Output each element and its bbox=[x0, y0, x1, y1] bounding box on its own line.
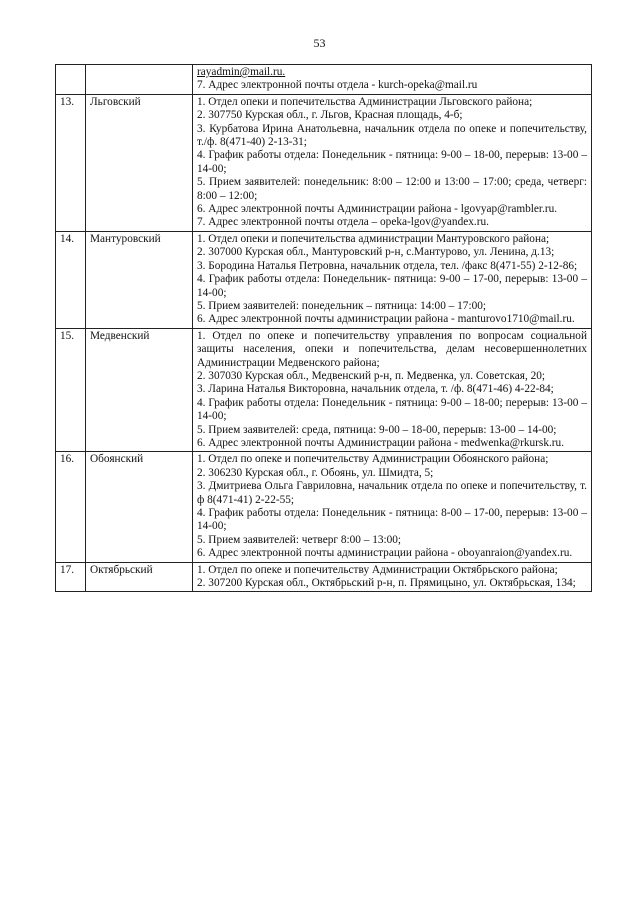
info-line: 5. Прием заявителей: понедельник – пятница: 14:00 – 17:00; bbox=[197, 299, 487, 312]
department-info bbox=[193, 562, 592, 592]
info-line: 1. Отдел опеки и попечительства администрации Мантуровского района; bbox=[197, 232, 550, 245]
department-info bbox=[193, 328, 592, 452]
info-line: 3. Бородина Наталья Петровна, начальник отдела, тел. /факс 8(471-55) 2-12-86; bbox=[197, 259, 578, 272]
info-line: 4. График работы отдела: Понедельник- пятница: 9-00 – 17-00, перерыв: 13-00 – 14-00; bbox=[197, 273, 587, 299]
row-number: 13. bbox=[56, 94, 86, 231]
table-row bbox=[56, 94, 592, 231]
info-line: 4. График работы отдела: Понедельник - пятница: 9-00 – 18-00; перерыв: 13-00 – 14-00; bbox=[197, 396, 587, 423]
info-line: 6. Адрес электронной почты Администрации района - lgovyap@rambler.ru. bbox=[197, 203, 558, 216]
department-info bbox=[193, 94, 592, 231]
info-line: 7. Адрес электронной почты отдела – opeka-lgov@yandex.ru. bbox=[197, 216, 489, 229]
table-row bbox=[56, 562, 592, 592]
table-row bbox=[56, 328, 592, 452]
table-row bbox=[56, 231, 592, 328]
row-number: 15. bbox=[56, 328, 86, 452]
district-name bbox=[86, 65, 193, 95]
department-info bbox=[193, 452, 592, 562]
district-name: Медвенский bbox=[86, 328, 193, 452]
district-name: Мантуровский bbox=[86, 231, 193, 328]
info-line: 1. Отдел по опеке и попечительству Администрации Октябрьского района; bbox=[197, 563, 558, 576]
info-line: 4. График работы отдела: Понедельник - пятница: 8-00 – 17-00, перерыв: 13-00 – 14-00; bbox=[197, 507, 587, 533]
info-line: 7. Адрес электронной почты отдела - kurch-opeka@mail.ru bbox=[197, 79, 478, 92]
table-row bbox=[56, 452, 592, 562]
info-line: 1. Отдел по опеке и попечительству управления по вопросам социальной защиты населения, опеки и попечительства, делам несовершеннолетних Администрации Медвенского района; bbox=[197, 329, 587, 369]
info-line: 6. Адрес электронной почты Администрации района - medwenka@rkursk.ru. bbox=[197, 436, 565, 449]
district-name: Октябрьский bbox=[86, 562, 193, 592]
info-line[interactable]: rayadmin@mail.ru. bbox=[197, 66, 286, 78]
row-number: 14. bbox=[56, 231, 86, 328]
info-line: 6. Адрес электронной почты администрации района - oboyanraion@yandex.ru. bbox=[197, 547, 573, 560]
info-line: 1. Отдел по опеке и попечительству Администрации Обоянского района; bbox=[197, 453, 549, 466]
info-line: 2. 307750 Курская обл., г. Льгов, Красная площадь, 4-б; bbox=[197, 109, 463, 122]
info-line: 3. Ларина Наталья Викторовна, начальник отдела, т. /ф. 8(471-46) 4-22-84; bbox=[197, 383, 554, 396]
guardianship-departments-table bbox=[55, 64, 592, 592]
row-number bbox=[56, 65, 86, 95]
info-line: 3. Курбатова Ирина Анатольевна, начальник отдела по опеке и попечительству, т./ф. 8(471-40) 2-13-31; bbox=[197, 122, 587, 149]
info-line: 5. Прием заявителей: понедельник: 8:00 – 12:00 и 13:00 – 17:00; среда, четверг: 8:00 – 12:00; bbox=[197, 176, 587, 202]
district-name: Льговский bbox=[86, 94, 193, 231]
department-info bbox=[193, 231, 592, 328]
info-line: 5. Прием заявителей: четверг 8:00 – 13:00; bbox=[197, 533, 402, 546]
district-name: Обоянский bbox=[86, 452, 193, 562]
row-number: 16. bbox=[56, 452, 86, 562]
info-line: 4. График работы отдела: Понедельник - пятница: 9-00 – 18-00, перерыв: 13-00 – 14-00; bbox=[197, 149, 587, 175]
info-line: 1. Отдел опеки и попечительства Администрации Льговского района; bbox=[197, 95, 533, 108]
info-line: 3. Дмитриева Ольга Гавриловна, начальник отдела по опеке и попечительству, т. ф 8(471-41) 2-22-55; bbox=[197, 480, 587, 506]
info-line: 2. 306230 Курская обл., г. Обоянь, ул. Шмидта, 5; bbox=[197, 466, 434, 479]
info-line: 2. 307030 Курская обл., Медвенский р-н, п. Медвенка, ул. Советская, 20; bbox=[197, 369, 546, 382]
row-number: 17. bbox=[56, 562, 86, 592]
department-info bbox=[193, 65, 592, 95]
info-line: 6. Адрес электронной почты администрации района - manturovo1710@mail.ru. bbox=[197, 313, 575, 326]
info-line: 5. Прием заявителей: среда, пятница: 9-00 – 18-00, перерыв: 13-00 – 14-00; bbox=[197, 423, 557, 436]
info-line: 2. 307200 Курская обл., Октябрьский р-н, п. Прямицыно, ул. Октябрьская, 134; bbox=[197, 577, 576, 590]
page-number: 53 bbox=[313, 36, 326, 50]
table-row bbox=[56, 65, 592, 95]
info-line: 2. 307000 Курская обл., Мантуровский р-н, с.Мантурово, ул. Ленина, д.13; bbox=[197, 246, 555, 259]
